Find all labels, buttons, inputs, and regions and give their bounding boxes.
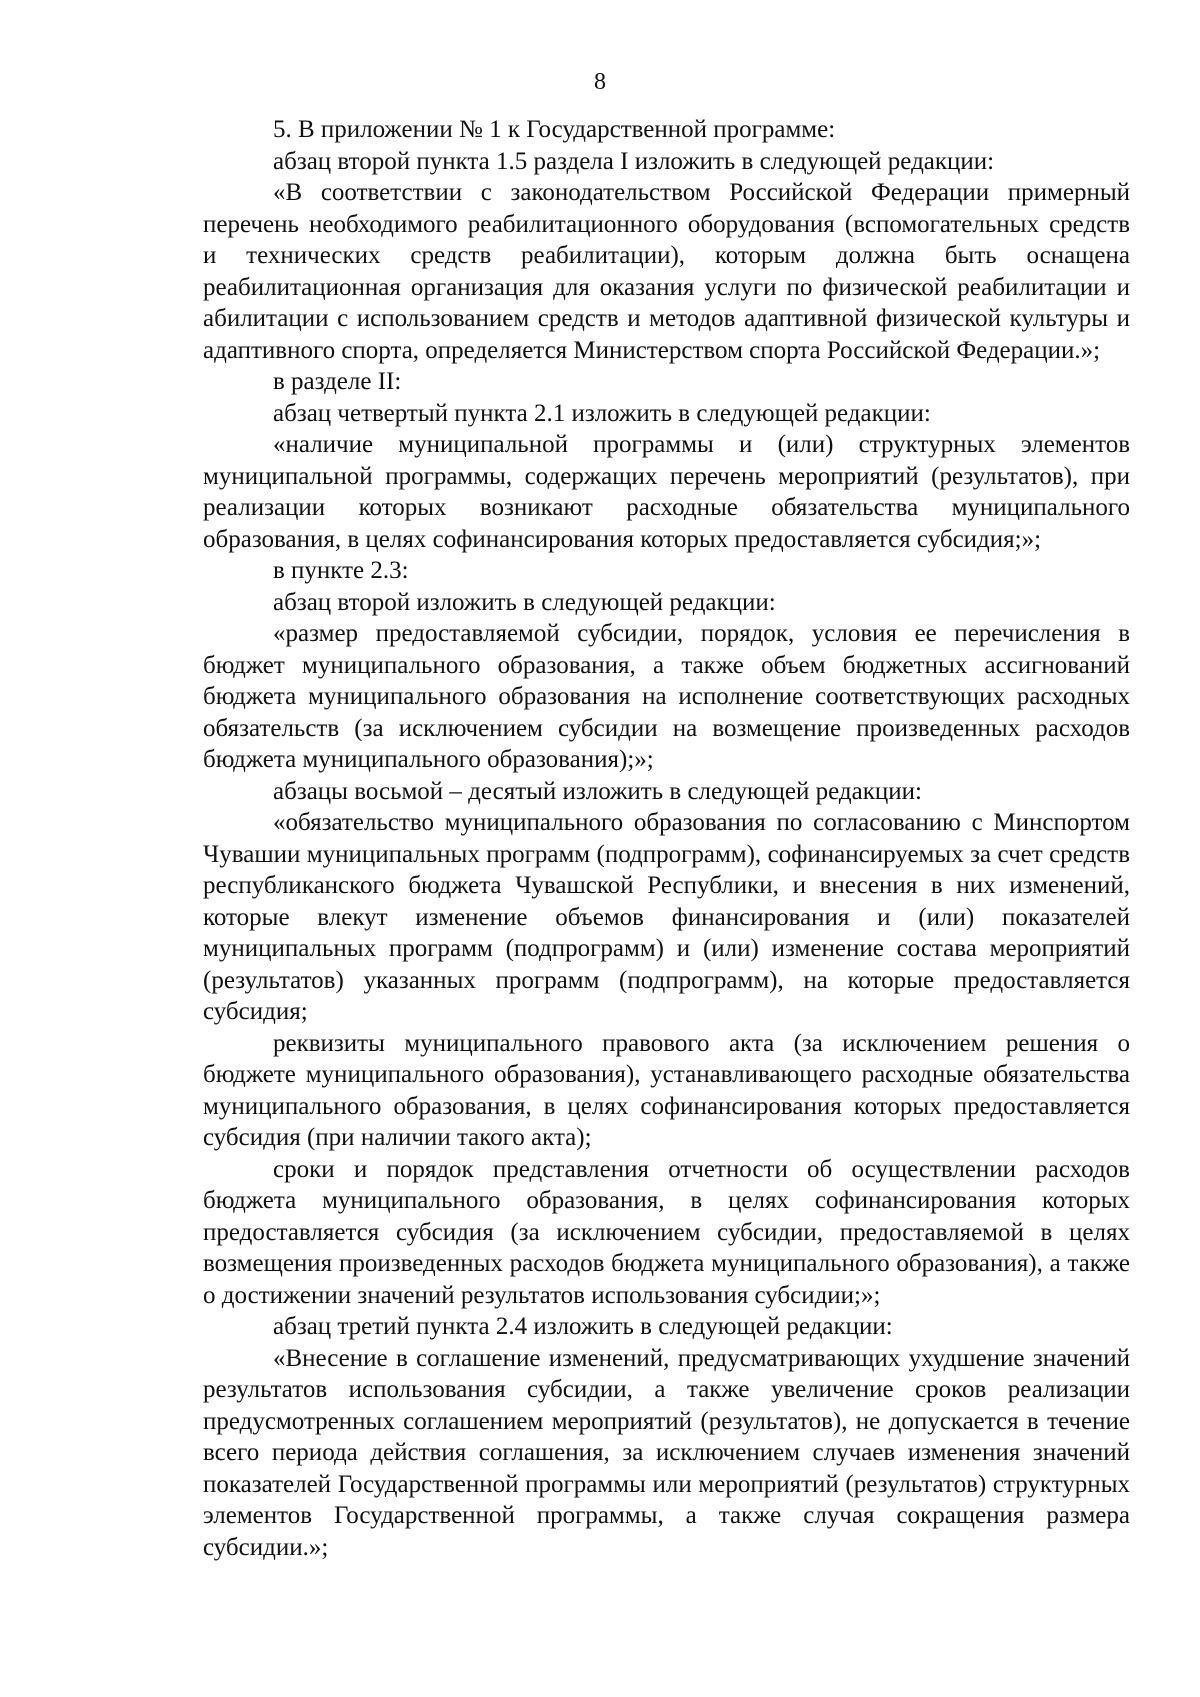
paragraph: «размер предоставляемой субсидии, порядок, условия ее перечисления в бюджет муниципального образования, а также объем бюджетных ассигнований бюджета муниципального образования на исполнение соответствующих расходных обязательств (за исключением субсидии на возмещение произведенных расходов бюджета муниципального образования);»; — [203, 620, 1130, 773]
paragraph: «обязательство муниципального образования по согласованию с Минспортом Чувашии муниципальных программ (подпрограмм), софинансируемых за счет средств республиканского бюджета Чувашской Республики, и внесения в них изменений, которые влекут изменение объемов финансирования и (или) показателей муниципальных программ (подпрограмм) и (или) изменение состава мероприятий (результатов) указанных программ (подпрограмм), на которые предоставляется субсидия; — [203, 809, 1130, 1025]
paragraph: реквизиты муниципального правового акта (за исключением решения о бюджете муниципального образования), устанавливающего расходные обязательства муниципального образования, в целях софинансирования которых предоставляется субсидия (при наличии такого акта); — [203, 1029, 1130, 1151]
paragraph: «В соответствии с законодательством Российской Федерации примерный перечень необходимого реабилитационного оборудования (вспомогательных средств и технических средств реабилитации), которым должна быть оснащена реабилитационная организация для оказания услуги по физической реабилитации и абилитации с использованием средств и методов адаптивной физической культуры и адаптивного спорта, определяется Министерством спорта Российской Федерации.»; — [203, 179, 1130, 364]
paragraph: сроки и порядок представления отчетности об осуществлении расходов бюджета муниципального образования, в целях софинансирования которых предоставляется субсидия (за исключением субсидии, предоставляемой в целях возмещения произведенных расходов бюджета муниципального образования), а также о достижении значений результатов использования субсидии;»; — [203, 1155, 1130, 1309]
paragraph: абзац второй пункта 1.5 раздела I изложить в следующей редакции: — [273, 147, 995, 175]
paragraph: 5. В приложении № 1 к Государственной программе: — [273, 116, 836, 143]
paragraph: в разделе II: — [273, 368, 402, 395]
paragraph: абзац третий пункта 2.4 изложить в следующей редакции: — [273, 1313, 893, 1340]
document-body — [203, 114, 1130, 1563]
paragraph: абзац второй изложить в следующей редакции: — [273, 588, 776, 616]
paragraph: абзац четвертый пункта 2.1 изложить в следующей редакции: — [273, 399, 931, 427]
paragraph: абзацы восьмой – десятый изложить в следующей редакции: — [273, 777, 922, 805]
paragraph: «наличие муниципальной программы и (или) структурных элементов муниципальной программы, содержащих перечень мероприятий (результатов), при реализации которых возникают расходные обязательства муниципального образования, в целях софинансирования которых предоставляется субсидия;»; — [203, 431, 1130, 553]
paragraph: в пункте 2.3: — [273, 557, 409, 584]
page-number: 8 — [594, 69, 606, 95]
paragraph: «Внесение в соглашение изменений, предусматривающих ухудшение значений результатов использования субсидии, а также увеличение сроков реализации предусмотренных соглашением мероприятий (результатов), не допускается в течение всего периода действия соглашения, за исключением случаев изменения значений показателей Государственной программы или мероприятий (результатов) структурных элементов Государственной программы, а также случая сокращения размера субсидии.»; — [203, 1344, 1130, 1561]
